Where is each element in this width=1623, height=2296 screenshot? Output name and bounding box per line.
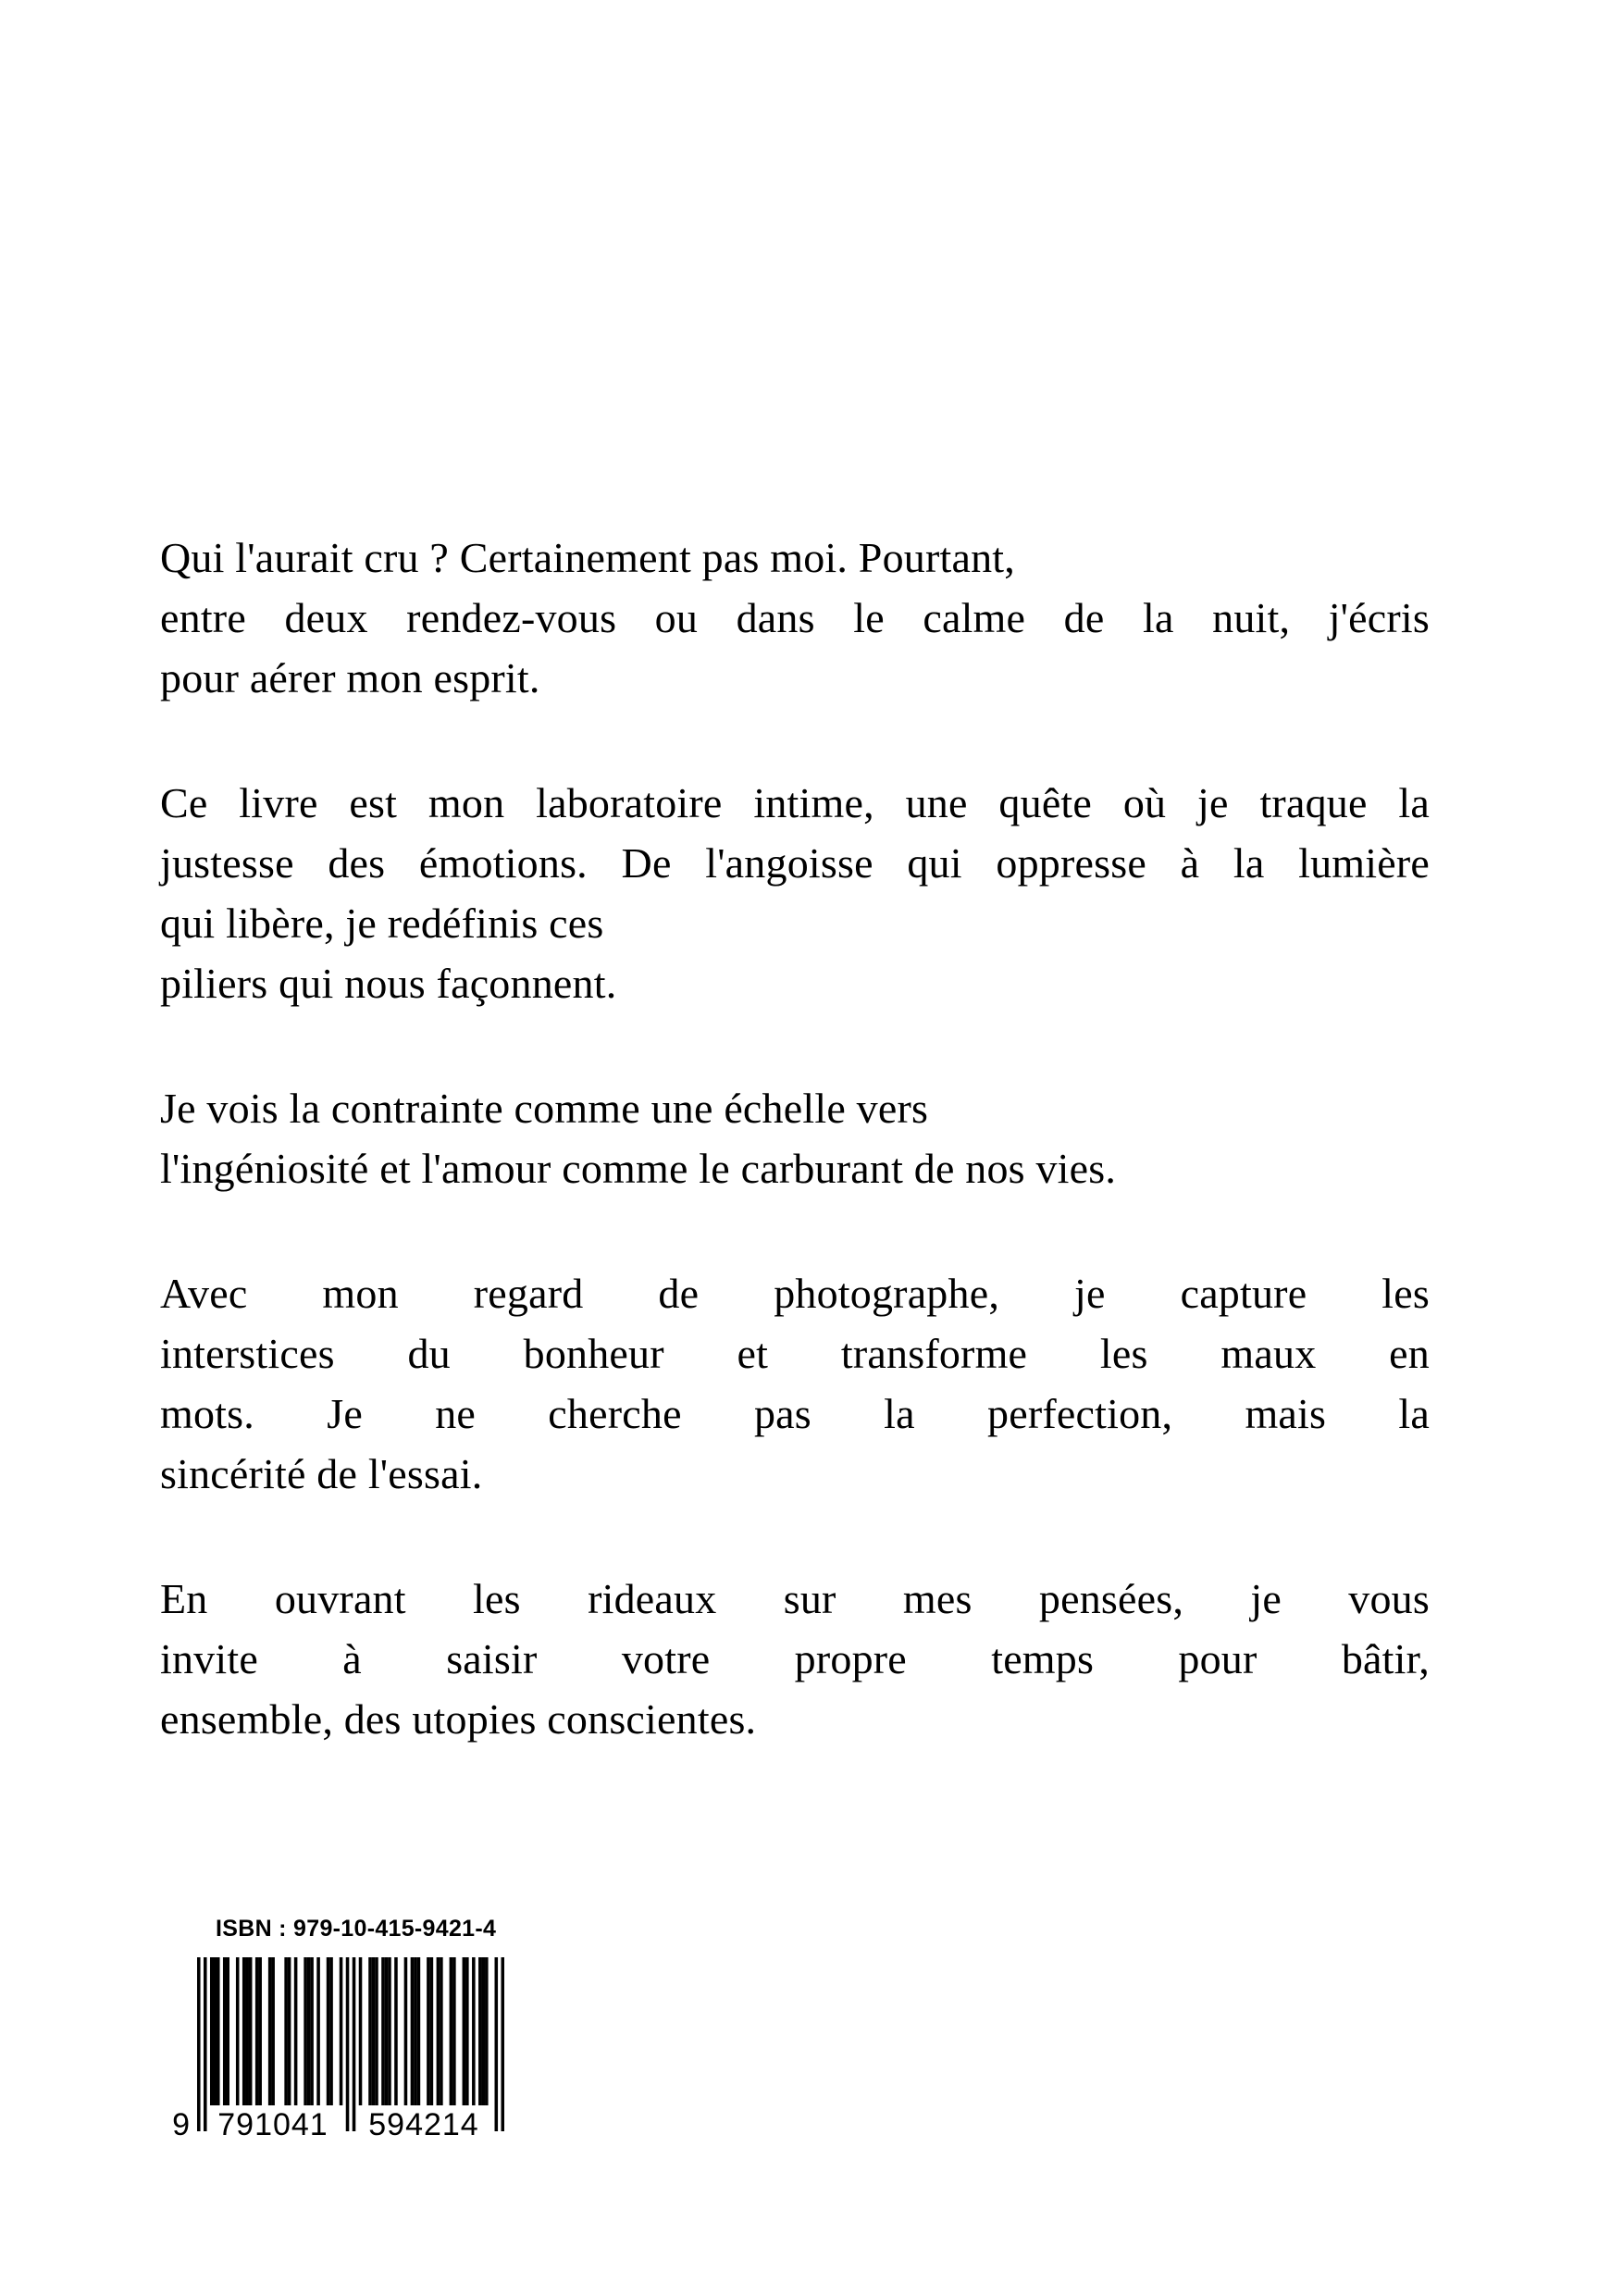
paragraph-5 (160, 1569, 1430, 1749)
paragraph-4 (160, 1263, 1430, 1504)
barcode-digits-left: 791041 (217, 2107, 328, 2142)
barcode-bars (197, 1957, 504, 2131)
text-line: qui libère, je redéfinis ces (160, 900, 604, 947)
text-line: ensemble, des utopies conscientes. (160, 1695, 757, 1743)
text-line: invite à saisir votre propre temps pour bâtir, (160, 1635, 1430, 1682)
text-line: En ouvrant les rideaux sur mes pensées, je vous (160, 1575, 1430, 1622)
text-line: justesse des émotions. De l'angoisse qui oppresse à la lumière (160, 839, 1430, 887)
text-line: Je vois la contrainte comme une échelle vers (160, 1085, 929, 1132)
paragraph-2 (160, 773, 1430, 1013)
text-line: pour aérer mon esprit. (160, 654, 540, 701)
text-line: mots. Je ne cherche pas la perfection, mais la (160, 1390, 1430, 1437)
text-line: Avec mon regard de photographe, je capture les (160, 1270, 1430, 1317)
text-line: piliers qui nous façonnent. (160, 960, 617, 1007)
text-line: sincérité de l'essai. (160, 1450, 483, 1497)
text-line: Qui l'aurait cru ? Certainement pas moi. Pourtant, (160, 534, 1015, 581)
paragraph-1 (160, 527, 1430, 708)
paragraph-3 (160, 1078, 1430, 1198)
text-line: interstices du bonheur et transforme les maux en (160, 1330, 1430, 1377)
text-line: Ce livre est mon laboratoire intime, une quête où je traque la (160, 779, 1430, 826)
barcode-digits-right: 594214 (368, 2107, 479, 2142)
text-line: entre deux rendez-vous ou dans le calme de la nuit, j'écris (160, 594, 1430, 641)
barcode-digit-first: 9 (172, 2107, 191, 2142)
back-cover-text (160, 527, 1430, 1749)
isbn-label: ISBN : 979-10-415-9421-4 (216, 1916, 497, 1942)
barcode (172, 1957, 504, 2142)
text-line: l'ingéniosité et l'amour comme le carburant de nos vies. (160, 1145, 1117, 1192)
